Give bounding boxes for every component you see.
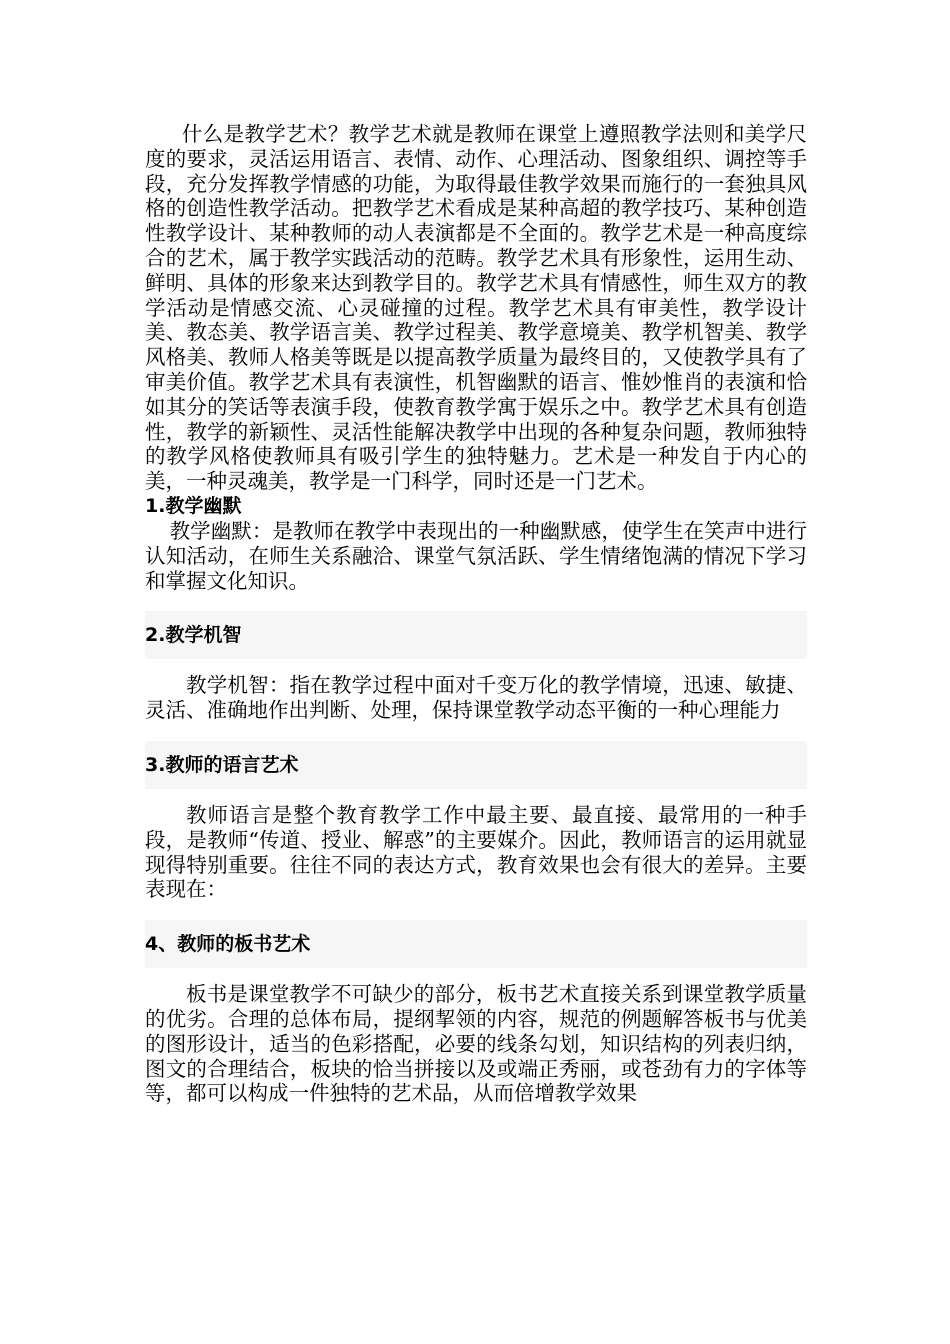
section-body-wit: 教学机智：指在教学过程中面对千变万化的教学情境，迅速、敏捷、灵活、准确地作出判断、处理，保持课堂教学动态平衡的一种心理能力 [145,673,807,723]
spacer [145,789,807,803]
spacer [145,723,807,741]
spacer [145,593,807,611]
document-page [145,122,807,1106]
section-body-humor: 教学幽默：是教师在教学中表现出的一种幽默感，使学生在笑声中进行认知活动，在师生关系融洽、课堂气氛活跃、学生情绪饱满的情况下学习和掌握文化知识。 [145,518,807,593]
spacer [145,902,807,920]
section-heading-humor: 1.教学幽默 [145,494,242,517]
section-heading-wit: 2.教学机智 [145,611,807,659]
section-heading-language: 3.教师的语言艺术 [145,741,807,789]
spacer [145,659,807,673]
section-body-blackboard: 板书是课堂教学不可缺少的部分，板书艺术直接关系到课堂教学质量的优劣。合理的总体布局，提纲挈领的内容，规范的例题解答板书与优美的图形设计，适当的色彩搭配，必要的线条勾划，知识结构的列表归纳，图文的合理结合，板块的恰当拼接以及或端正秀丽，或苍劲有力的字体等等，都可以构成一件独特的艺术品，从而倍增教学效果 [145,982,807,1106]
intro-paragraph: 什么是教学艺术？教学艺术就是教师在课堂上遵照教学法则和美学尺度的要求，灵活运用语言、表情、动作、心理活动、图象组织、调控等手段，充分发挥教学情感的功能，为取得最佳教学效果而施行的一套独具风格的创造性教学活动。把教学艺术看成是某种高超的教学技巧、某种创造性教学设计、某种教师的动人表演都是不全面的。教学艺术是一种高度综合的艺术，属于教学实践活动的范畴。教学艺术具有形象性，运用生动、鲜明、具体的形象来达到教学目的。教学艺术具有情感性，师生双方的教学活动是情感交流、心灵碰撞的过程。教学艺术具有审美性，教学设计美、教态美、教学语言美、教学过程美、教学意境美、教学机智美、教学风格美、教师人格美等既是以提高教学质量为最终目的，又使教学具有了审美价值。教学艺术具有表演性，机智幽默的语言、惟妙惟肖的表演和恰如其分的笑话等表演手段，使教育教学寓于娱乐之中。教学艺术具有创造性，教学的新颖性、灵活性能解决教学中出现的各种复杂问题，教师独特的教学风格使教师具有吸引学生的独特魅力。艺术是一种发自于内心的美，一种灵魂美，教学是一门科学，同时还是一门艺术。 [145,122,807,494]
section-heading-blackboard: 4、教师的板书艺术 [145,920,807,968]
section-body-language: 教师语言是整个教育教学工作中最主要、最直接、最常用的一种手段，是教师“传道、授业、解惑”的主要媒介。因此，教师语言的运用就显现得特别重要。往往不同的表达方式，教育效果也会有很大的差异。主要表现在： [145,802,807,902]
spacer [145,968,807,982]
